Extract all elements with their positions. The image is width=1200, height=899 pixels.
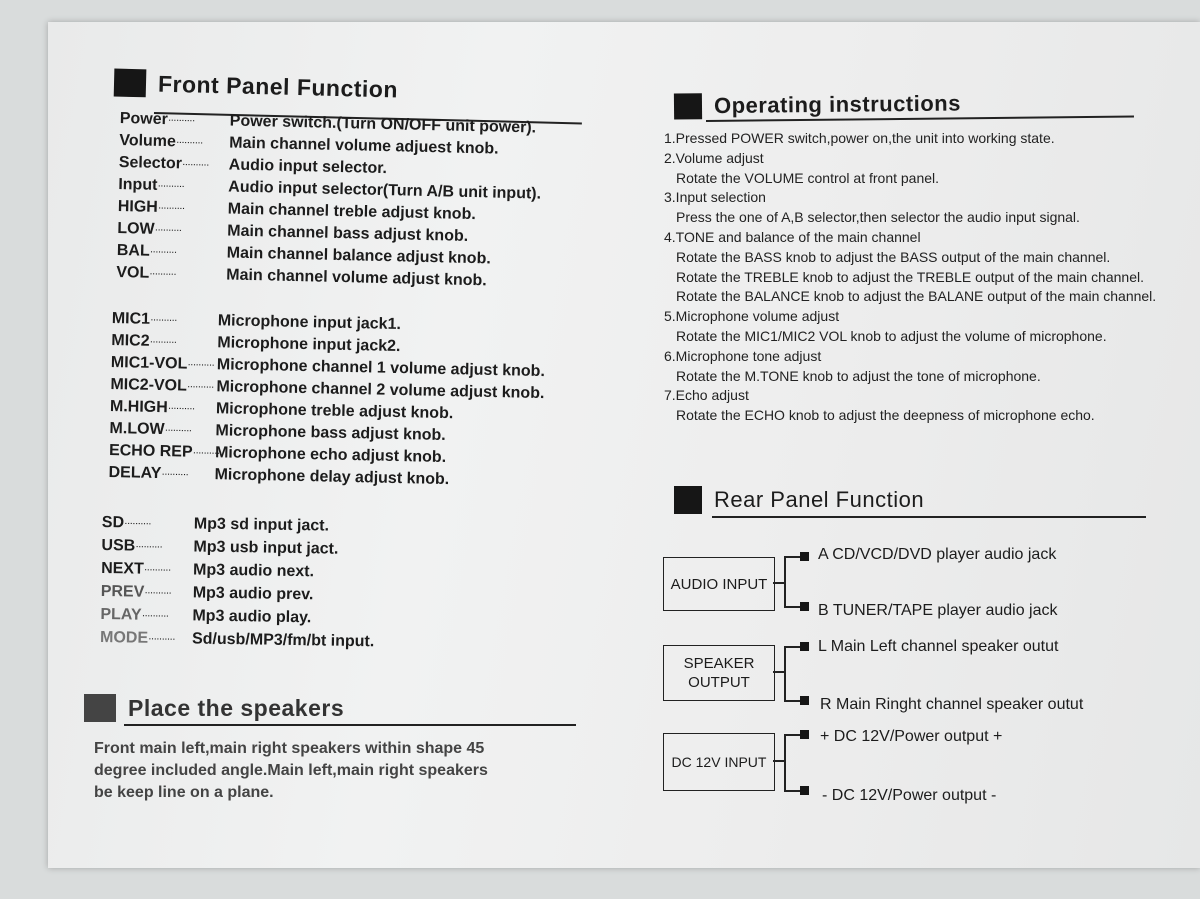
- speaker-output-l-label: L Main Left channel speaker outut: [818, 638, 1059, 655]
- control-key: M.HIGH: [109, 397, 168, 417]
- speakers-line-2: degree included angle.Main left,main right speakers: [94, 762, 488, 779]
- speakers-heading: [84, 694, 344, 722]
- speaker-output-connector: [784, 700, 800, 702]
- control-description: Microphone channel 2 volume adjust knob.: [216, 378, 545, 403]
- front-panel-row: [119, 131, 499, 158]
- operating-line: 3.Input selection: [664, 189, 766, 206]
- operating-line: Rotate the TREBLE knob to adjust the TREBLE output of the main channel.: [676, 268, 1144, 285]
- control-description: Main channel treble adjust knob.: [227, 200, 476, 224]
- operating-heading: [674, 90, 961, 119]
- control-description: Power switch.(Turn ON/OFF unit power).: [229, 112, 537, 137]
- operating-line: Rotate the MIC1/MIC2 VOL knob to adjust the volume of microphone.: [676, 328, 1107, 344]
- dc-positive-label: + DC 12V/Power output +: [820, 728, 1003, 745]
- control-key: MIC1: [111, 310, 151, 328]
- control-key: DELAY: [108, 463, 162, 483]
- leader-dots: ··········: [135, 540, 163, 553]
- operating-line: 4.TONE and balance of the main channel: [664, 229, 921, 245]
- control-description: Microphone echo adjust knob.: [214, 444, 447, 467]
- front-panel-row: [100, 582, 314, 604]
- front-panel-title: Front Panel Function: [157, 70, 399, 102]
- front-panel-row: [101, 514, 330, 535]
- control-key: MIC2-VOL: [110, 375, 188, 395]
- front-panel-row: [119, 110, 537, 137]
- control-key: M.LOW: [109, 419, 165, 439]
- terminal-icon: [800, 552, 809, 561]
- rear-panel-heading: [674, 486, 924, 514]
- operating-title: Operating instructions: [713, 90, 962, 119]
- leader-dots: ··········: [143, 563, 171, 576]
- control-description: Audio input selector.: [228, 156, 388, 178]
- audio-input-connector: [784, 556, 800, 558]
- control-description: Microphone channel 1 volume adjust knob.: [216, 356, 546, 381]
- front-panel-row: [99, 628, 375, 651]
- control-key: LOW: [117, 219, 155, 238]
- control-description: Mp3 sd input jact.: [193, 515, 330, 535]
- leader-dots: ··········: [123, 517, 151, 530]
- operating-line: 5.Microphone volume adjust: [664, 308, 840, 325]
- control-key: MODE: [99, 628, 149, 647]
- operating-line: Rotate the BASS knob to adjust the BASS output of the main channel.: [676, 248, 1111, 265]
- control-description: Audio input selector(Turn A/B unit input).: [228, 178, 542, 203]
- leader-dots: ··········: [157, 179, 185, 193]
- control-description: Mp3 audio prev.: [192, 584, 314, 604]
- leader-dots: ··········: [161, 467, 189, 481]
- front-panel-row: [117, 197, 476, 224]
- front-panel-row: [100, 605, 312, 627]
- leader-dots: ··········: [149, 335, 177, 349]
- rear-panel-rule: [712, 516, 1146, 518]
- leader-dots: ··········: [149, 313, 177, 327]
- control-description: Sd/usb/MP3/fm/bt input.: [191, 630, 375, 651]
- leader-dots: ··········: [167, 113, 195, 127]
- front-panel-row: [110, 375, 545, 403]
- heading-square-icon: [674, 486, 702, 514]
- terminal-icon: [800, 696, 809, 705]
- front-panel-row: [109, 419, 446, 445]
- control-key: PLAY: [100, 605, 142, 624]
- front-panel-row: [110, 353, 546, 381]
- control-key: SD: [101, 514, 125, 532]
- operating-line: 6.Microphone tone adjust: [664, 347, 822, 364]
- front-panel-row: [101, 536, 339, 558]
- front-panel-row: [108, 441, 447, 467]
- control-description: Main channel bass adjust knob.: [227, 222, 469, 245]
- control-key: Selector: [118, 153, 183, 173]
- front-panel-row: [118, 153, 388, 178]
- front-panel-row: [116, 263, 487, 290]
- control-description: Microphone delay adjust knob.: [214, 466, 450, 489]
- control-description: Main channel volume adjust knob.: [226, 266, 487, 290]
- operating-line: 1.Pressed POWER switch,power on,the unit into working state.: [664, 130, 1055, 146]
- leader-dots: ··········: [144, 586, 172, 599]
- control-description: Microphone input jack1.: [217, 312, 402, 334]
- rear-panel-title: Rear Panel Function: [714, 487, 925, 512]
- speaker-output-r-label: R Main Ringht channel speaker outut: [820, 696, 1084, 713]
- control-key: Power: [119, 110, 169, 129]
- control-description: Main channel balance adjust knob.: [226, 244, 491, 268]
- dc-input-connector: [784, 734, 786, 792]
- leader-dots: ··········: [154, 223, 182, 237]
- terminal-icon: [800, 730, 809, 739]
- leader-dots: ··········: [164, 423, 192, 437]
- control-key: USB: [101, 536, 136, 555]
- leader-dots: ··········: [167, 401, 195, 415]
- dc-input-connector: [784, 790, 800, 792]
- leader-dots: ··········: [157, 201, 185, 215]
- control-key: NEXT: [101, 559, 144, 578]
- front-panel-row: [118, 175, 542, 203]
- control-key: MIC1-VOL: [110, 353, 188, 373]
- leader-dots: ··········: [141, 609, 169, 622]
- heading-square-icon: [674, 93, 702, 119]
- control-description: Mp3 audio next.: [192, 561, 315, 581]
- terminal-icon: [800, 786, 809, 795]
- operating-line: Rotate the ECHO knob to adjust the deepness of microphone echo.: [676, 407, 1095, 424]
- control-key: HIGH: [117, 197, 158, 216]
- front-panel-row: [111, 331, 401, 356]
- speakers-rule: [124, 724, 576, 726]
- control-key: Volume: [119, 131, 177, 151]
- control-key: Input: [118, 175, 158, 194]
- operating-line: Rotate the BALANCE knob to adjust the BALANE output of the main channel.: [676, 288, 1157, 305]
- leader-dots: ··········: [186, 380, 214, 393]
- heading-square-icon: [114, 69, 147, 98]
- leader-dots: ··········: [192, 446, 220, 460]
- leader-dots: ··········: [149, 267, 176, 281]
- speaker-output-connector: [784, 646, 800, 648]
- leader-dots: ··········: [147, 632, 175, 645]
- speaker-output-connector: [784, 646, 786, 702]
- speakers-line-1: Front main left,main right speakers within shape 45: [94, 740, 485, 757]
- control-description: Microphone bass adjust knob.: [215, 422, 446, 445]
- operating-line: Rotate the M.TONE knob to adjust the tone of microphone.: [676, 367, 1041, 384]
- control-key: VOL: [116, 263, 150, 282]
- speakers-line-3: be keep line on a plane.: [94, 784, 274, 801]
- dc-negative-label: - DC 12V/Power output -: [822, 787, 997, 804]
- control-description: Microphone input jack2.: [217, 334, 401, 356]
- audio-input-connector: [784, 556, 786, 608]
- front-panel-row: [109, 397, 454, 423]
- control-key: BAL: [116, 241, 150, 260]
- audio-input-b-label: B TUNER/TAPE player audio jack: [818, 602, 1058, 619]
- speakers-title: Place the speakers: [128, 694, 345, 721]
- leader-dots: ··········: [175, 136, 203, 149]
- operating-line: 7.Echo adjust: [664, 387, 749, 404]
- operating-line: 2.Volume adjust: [664, 149, 764, 166]
- control-key: PREV: [100, 582, 145, 601]
- audio-input-box: AUDIO INPUT: [663, 557, 775, 611]
- dc-input-connector: [784, 734, 800, 736]
- front-panel-row: [116, 241, 491, 268]
- leader-dots: ··········: [149, 245, 177, 259]
- front-panel-row: [117, 219, 469, 245]
- speaker-output-box: SPEAKER OUTPUT: [663, 645, 775, 701]
- speakers-text: [94, 738, 614, 804]
- heading-square-icon: [84, 694, 116, 722]
- audio-input-a-label: A CD/VCD/DVD player audio jack: [818, 546, 1057, 563]
- control-description: Mp3 usb input jact.: [193, 538, 339, 558]
- operating-line: Rotate the VOLUME control at front panel.: [676, 169, 940, 186]
- audio-input-connector: [784, 606, 800, 608]
- operating-line: Press the one of A,B selector,then selector the audio input signal.: [676, 209, 1080, 226]
- front-panel-row: [101, 559, 315, 581]
- terminal-icon: [800, 642, 809, 651]
- leader-dots: ··········: [181, 158, 209, 171]
- control-key: ECHO REP: [108, 441, 193, 461]
- dc-input-box: DC 12V INPUT: [663, 733, 775, 791]
- front-panel-row: [108, 463, 450, 489]
- control-description: Mp3 audio play.: [192, 607, 312, 627]
- terminal-icon: [800, 602, 809, 611]
- front-panel-row: [111, 310, 402, 334]
- control-description: Main channel volume adjuest knob.: [229, 134, 499, 158]
- control-description: Microphone treble adjust knob.: [215, 400, 454, 423]
- control-key: MIC2: [111, 331, 150, 350]
- leader-dots: ··········: [187, 358, 215, 371]
